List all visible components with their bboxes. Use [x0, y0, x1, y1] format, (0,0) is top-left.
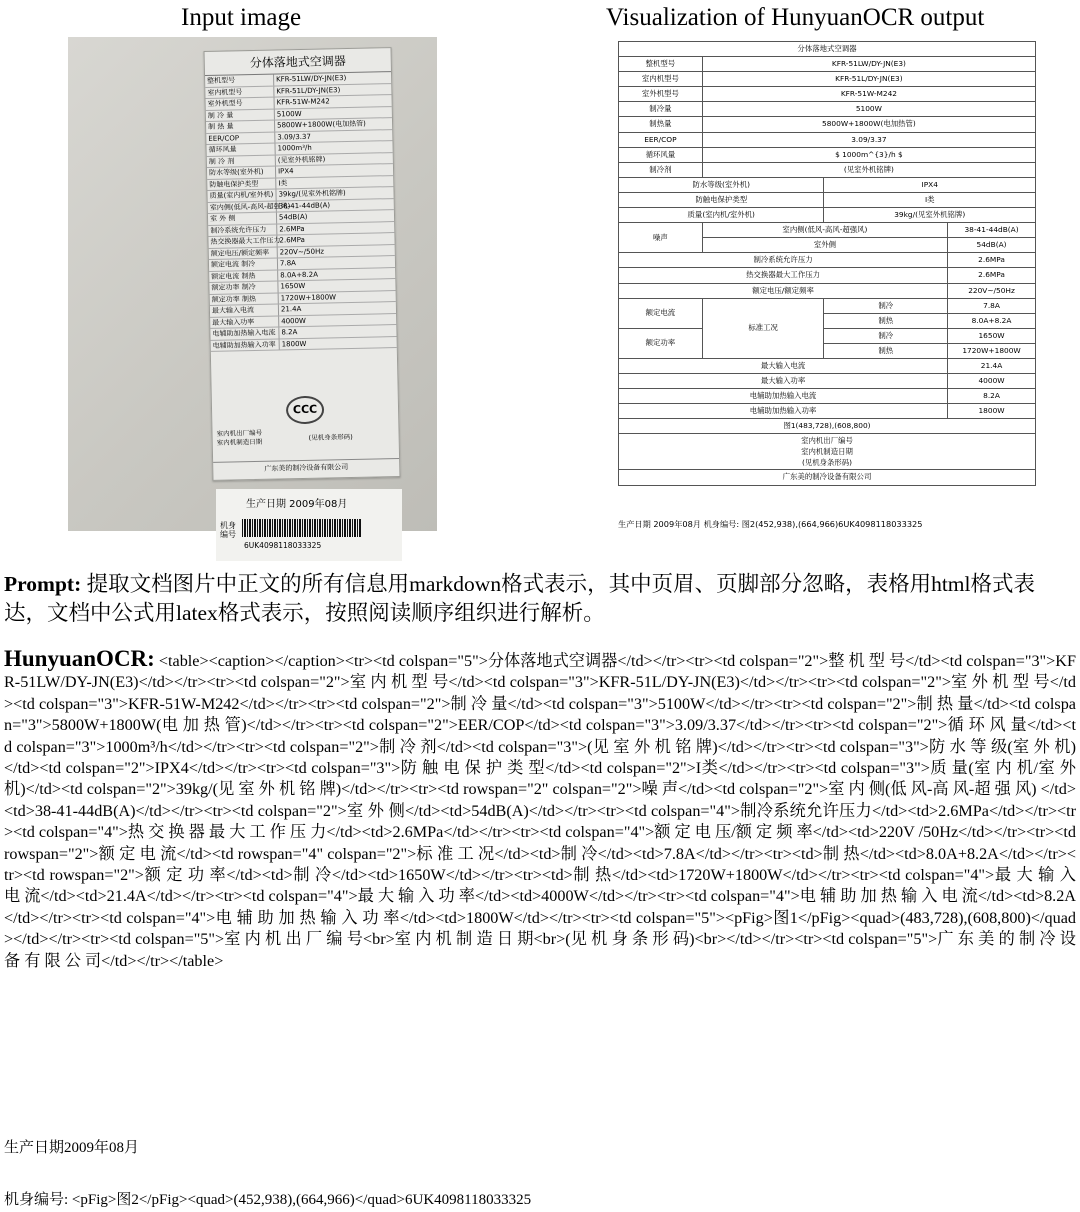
date-sticker [216, 489, 402, 561]
table-row [619, 87, 1036, 102]
table-cell: 220V~/50Hz [948, 283, 1036, 298]
date-sticker-date: 生产日期 2009年08月 [246, 499, 348, 510]
nameplate-row-value: 1720W+1800W [280, 292, 337, 302]
output-date-line: 生产日期2009年08月 [4, 1140, 140, 1156]
nameplate-row-label: 室内侧(低风-高风-超强风) [208, 201, 277, 213]
table-cell: 整机型号 [619, 57, 703, 72]
table-row [619, 177, 1036, 192]
table-cell: 2.6MPa [948, 268, 1036, 283]
table-cell: 制热 [824, 313, 948, 328]
nameplate-row-label: 循环风量 [206, 144, 275, 156]
table-cell: (见室外机铭牌) [702, 162, 1035, 177]
nameplate-row-label: 防触电保护类型 [207, 178, 276, 190]
nameplate-row-label: 制 冷 剂 [207, 155, 276, 167]
nameplate-row-label: 电辅助加热输入电流 [210, 327, 279, 339]
table-cell: EER/COP [619, 132, 703, 147]
nameplate-row-value: 54dB(A) [278, 212, 308, 222]
table-cell: 额定电流 [619, 298, 703, 328]
serial-block-line: 室内机制造日期 [801, 447, 853, 457]
table-cell: 室外侧 [702, 238, 947, 253]
table-cell: 质量(室内机/室外机) [619, 208, 824, 223]
table-row [619, 434, 1036, 470]
table-cell: 制冷 [824, 328, 948, 343]
table-row [619, 419, 1036, 434]
table-row [619, 268, 1036, 283]
table-cell: 电辅助加热输入功率 [619, 404, 948, 419]
nameplate-row-value: 2.6MPa [279, 235, 305, 245]
nameplate-row-value: KFR-51W-M242 [276, 97, 330, 107]
table-cell: 热交换器最大工作压力 [619, 268, 948, 283]
nameplate-row-value: 21.4A [280, 305, 302, 314]
output-label: HunyuanOCR: [4, 646, 155, 671]
table-row [619, 132, 1036, 147]
table-cell: 8.2A [948, 389, 1036, 404]
table-row [619, 283, 1036, 298]
nameplate-date-label: 室内机制造日期 [216, 437, 263, 447]
table-cell: 39kg/(见室外机铭牌) [824, 208, 1036, 223]
table-cell: 1650W [948, 328, 1036, 343]
ocr-visualization [618, 41, 1036, 486]
nameplate-row-label: 最大输入电流 [210, 304, 279, 316]
prompt-text: 提取文档图片中正文的所有信息用markdown格式表示，其中页眉、页脚部分忽略，表格用html格式表达，文档中公式用latex格式表示，按照阅读顺序组织进行解析。 [4, 572, 1035, 625]
table-cell: 室内机型号 [619, 72, 703, 87]
table-cell: 额定电压/额定频率 [619, 283, 948, 298]
visualization-heading: Visualization of HunyuanOCR output [606, 4, 985, 31]
table-row [619, 253, 1036, 268]
table-cell: 1720W+1800W [948, 343, 1036, 358]
nameplate-row-label: 室外机型号 [206, 98, 275, 110]
input-image-heading: Input image [181, 4, 302, 31]
table-cell: I类 [824, 192, 1036, 207]
nameplate-row-value: 5800W+1800W(电加热管) [277, 119, 366, 130]
table-row [619, 470, 1036, 485]
table-cell: 5100W [702, 102, 1035, 117]
table-cell: 制冷 [824, 298, 948, 313]
nameplate-title: 分体落地式空调器 [205, 48, 391, 76]
table-row [619, 57, 1036, 72]
table-cell: KFR-51W-M242 [702, 87, 1035, 102]
table-cell: 防水等级(室外机) [619, 177, 824, 192]
table-cell: 2.6MPa [948, 253, 1036, 268]
table-cell: 额定功率 [619, 328, 703, 358]
output-serial-line: 机身编号: <pFig>图2</pFig><quad>(452,938),(664,966)</quad>6UK4098118033325 [4, 1192, 532, 1208]
table-cell: 1800W [948, 404, 1036, 419]
date-sticker-serial-label: 机身编号 [220, 521, 236, 539]
table-cell: 广东美的制冷设备有限公司 [619, 470, 1036, 485]
nameplate-row-value: 3.09/3.37 [277, 132, 311, 141]
nameplate-row-value: 1650W [280, 281, 306, 291]
ocr-table [618, 41, 1036, 486]
nameplate-row-value: 1000m³/h [277, 143, 312, 153]
table-row [619, 374, 1036, 389]
table-cell: 38-41-44dB(A) [948, 223, 1036, 238]
table-row [619, 102, 1036, 117]
nameplate-row [211, 337, 397, 352]
serial-block-line: 室内机出厂编号 [801, 436, 853, 446]
nameplate-row-value: 8.2A [281, 328, 298, 337]
nameplate-row-label: 质量(室内机/室外机) [207, 190, 276, 202]
barcode [242, 519, 362, 537]
nameplate-row-value: 8.0A+8.2A [280, 270, 319, 279]
nameplate-row-label: 制 冷 量 [206, 109, 275, 121]
table-cell: 5800W+1800W(电加热管) [702, 117, 1035, 132]
table-cell: 噪声 [619, 223, 703, 253]
nameplate-row-value: 7.8A [279, 259, 296, 268]
table-cell: 制冷量 [619, 102, 703, 117]
table-cell: 8.0A+8.2A [948, 313, 1036, 328]
table-row [619, 298, 1036, 313]
table-cell: 3.09/3.37 [702, 132, 1035, 147]
nameplate-row-label: 整机型号 [205, 75, 274, 87]
nameplate-row-label: 额定电流 制冷 [209, 259, 278, 271]
table-cell: 防触电保护类型 [619, 192, 824, 207]
table-cell: 室内侧(低风-高风-超强风) [702, 223, 947, 238]
ocr-output-block [4, 648, 1076, 972]
serial-block-cell [619, 434, 1036, 470]
table-cell: 54dB(A) [948, 238, 1036, 253]
table-row [619, 147, 1036, 162]
nameplate-barcode-note: (见机身条形码) [308, 432, 353, 442]
nameplate-row-label: 额定功率 制冷 [209, 281, 278, 293]
ccc-mark: CCC [286, 396, 325, 425]
output-text: <table><caption></caption><tr><td colspan="5">分体落地式空调器</td></tr><tr><td colspan="2">整 机 型 号</td><td colspan="3">KFR-51LW/DY-JN(E3)</td></tr><tr><td colspan="2">室 内 机 型 号</td><td colspan="3">KFR-51L/DY-JN(E3)</td></tr><tr><td colspan="2">室 外 机 型 号</td><td colspan="3">KFR-51W-M242</td></tr><tr><td colspan="2">制 冷 量</td><td colspan="3">5100W</td></tr><tr><td colspan="2">制 热 量</td><td colspan="3">5800W+1800W(电 加 热 管)</td></tr><tr><td colspan="2">EER/COP</td><td colspan="3">3.09/3.37</td></tr><tr><td colspan="2">循 环 风 量</td><td colspan="3">1000m³/h</td></tr><tr><td colspan="2">制 冷 剂</td><td colspan="3">(见 室 外 机 铭 牌)</td></tr><tr><td colspan="3">防 水 等 级(室 外 机)</td><td colspan="2">IPX4</td></tr><tr><td colspan="3">防 触 电 保 护 类 型</td><td colspan="2">I类</td></tr><tr><td colspan="3">质 量(室 内 机/室 外 机)</td><td colspan="2">39kg/(见 室 外 机 铭 牌)</td></tr><tr><td rowspan="2" colspan="2">噪 声</td><td colspan="2">室 内 侧(低 风-高 风-超 强 风) </td><td>38-41-44dB(A)</td></tr><tr><td colspan="2">室 外 侧</td><td>54dB(A)</td></tr><tr><td colspan="4">制冷系统允许压力</td><td>2.6MPa</td></tr><tr><td colspan="4">热 交 换 器 最 大 工 作 压 力</td><td>2.6MPa</td></tr><tr><td colspan="4">额 定 电 压/额 定 频 率</td><td>220V /50Hz</td></tr><tr><td rowspan="2">额 定 电 流</td><td rowspan="4" colspan="2">标 准 工 况</td><td>制 冷</td><td>7.8A</td></tr><tr><td>制 热</td><td>8.0A+8.2A</td></tr><tr><td rowspan="2">额 定 功 率</td><td>制 冷</td><td>1650W</td></tr><tr><td>制 热</td><td>1720W+1800W</td></tr><tr><td colspan="4">最 大 输 入 电 流</td><td>21.4A</td></tr><tr><td colspan="4">最 大 输 入 功 率</td><td>4000W</td></tr><tr><td colspan="4">电 辅 助 加 热 输 入 电 流</td><td>8.2A</td></tr><tr><td colspan="4">电 辅 助 加 热 输 入 功 率</td><td>1800W</td></tr><tr><td colspan="5"><pFig>图1</pFig><quad>(483,728),(608,800)</quad></td></tr><tr><td colspan="5">室 内 机 出 厂 编 号<br>室 内 机 制 造 日 期<br>(见 机 身 条 形 码)<br></td></tr><tr><td colspan="5">广 东 美 的 制 冷 设 备 有 限 公 司</td></tr></table> [4, 652, 1076, 970]
nameplate-company: 广东美的制冷设备有限公司 [213, 458, 399, 475]
table-cell: 循环风量 [619, 147, 703, 162]
prompt-block [4, 570, 1076, 628]
table-cell: 室外机型号 [619, 87, 703, 102]
nameplate-row-value: 4000W [281, 316, 307, 325]
nameplate-row-label: 室 外 侧 [208, 213, 277, 225]
nameplate-serial-block [216, 429, 262, 448]
table-cell: 制热量 [619, 117, 703, 132]
nameplate-row-label: 制 热 量 [206, 121, 275, 133]
nameplate-row-label: 制冷系统允许压力 [208, 224, 277, 236]
serial-block-line: (见机身条形码) [801, 458, 853, 468]
nameplate-serial-label: 室内机出厂编号 [216, 428, 263, 438]
date-sticker-serial: 6UK4098118033325 [244, 541, 322, 550]
table-row [619, 42, 1036, 57]
table-row [619, 358, 1036, 373]
table-row [619, 389, 1036, 404]
nameplate-row-label: 室内机型号 [205, 86, 274, 98]
table-row [619, 117, 1036, 132]
nameplate-row-label: 额定电压/额定频率 [209, 247, 278, 259]
table-cell: KFR-51LW/DY-JN(E3) [702, 57, 1035, 72]
nameplate-row-label: EER/COP [206, 132, 275, 144]
table-cell: 7.8A [948, 298, 1036, 313]
table-cell: 制冷剂 [619, 162, 703, 177]
table-cell: 制热 [824, 343, 948, 358]
table-cell: 21.4A [948, 358, 1036, 373]
table-row [619, 328, 1036, 343]
nameplate-row-label: 防水等级(室外机) [207, 167, 276, 179]
table-row [619, 404, 1036, 419]
nameplate-row-value: 2.6MPa [279, 224, 305, 233]
nameplate-row-value: KFR-51LW/DY-JN(E3) [276, 74, 347, 84]
table-cell: 制冷系统允许压力 [619, 253, 948, 268]
table-title-cell: 分体落地式空调器 [619, 42, 1036, 57]
table-cell: $ 1000m^{3}/h $ [702, 147, 1035, 162]
table-row [619, 192, 1036, 207]
nameplate-row-value: 1800W [281, 339, 307, 348]
table-cell: 4000W [948, 374, 1036, 389]
table-row [619, 72, 1036, 87]
visualization-footer: 生产日期 2009年08月 机身编号: 图2(452,938),(664,966)6UK4098118033325 [618, 519, 923, 529]
table-cell: 最大输入电流 [619, 358, 948, 373]
table-cell: IPX4 [824, 177, 1036, 192]
nameplate-row-value: (见室外机铭牌) [277, 154, 326, 164]
nameplate-row-label: 最大输入功率 [210, 316, 279, 328]
nameplate-row-value: KFR-51L/DY-JN(E3) [276, 85, 341, 95]
table-cell: 标准工况 [702, 298, 824, 358]
nameplate-row-value: 5100W [276, 109, 302, 118]
nameplate-row-value: I类 [278, 178, 288, 187]
nameplate-row-label: 额定电流 制热 [209, 270, 278, 282]
table-cell: 图1(483,728),(608,800) [619, 419, 1036, 434]
nameplate-row-value: 38-41-44dB(A) [278, 200, 331, 210]
nameplate-row-value: IPX4 [277, 167, 294, 176]
nameplate-row-value: 220V~/50Hz [279, 247, 325, 256]
table-row [619, 162, 1036, 177]
table-row [619, 223, 1036, 238]
nameplate-row-value: 39kg/(见室外机铭牌) [278, 189, 346, 199]
nameplate-row-label: 额定功率 制热 [210, 293, 279, 305]
input-photo [68, 37, 437, 550]
nameplate [204, 47, 401, 481]
table-cell: 最大输入功率 [619, 374, 948, 389]
table-cell: 电辅助加热输入电流 [619, 389, 948, 404]
table-row [619, 208, 1036, 223]
nameplate-rows [205, 72, 397, 352]
table-cell: KFR-51L/DY-JN(E3) [702, 72, 1035, 87]
nameplate-row-label: 热交换器最大工作压力 [208, 236, 277, 248]
prompt-label: Prompt: [4, 572, 82, 596]
nameplate-row-label: 电辅助加热输入功率 [211, 339, 280, 351]
